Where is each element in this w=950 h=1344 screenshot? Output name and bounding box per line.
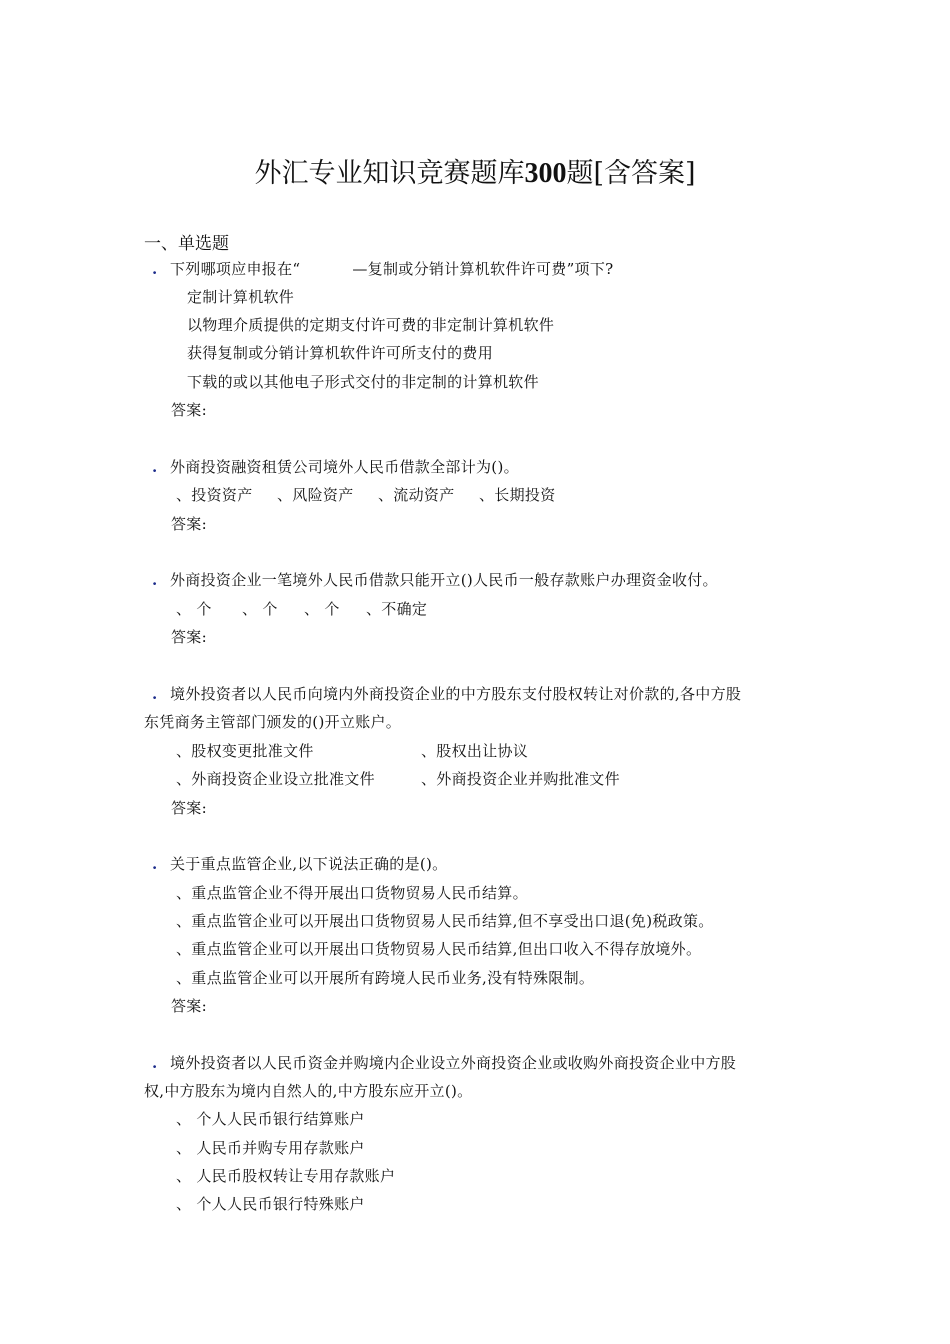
question-3-option: 、 个	[242, 600, 278, 618]
question-4-stem-cont: 东凭商务主管部门颁发的()开立账户。	[144, 713, 402, 731]
question-1-option: 定制计算机软件	[187, 288, 295, 306]
question-3-option: 、 个	[176, 600, 212, 618]
title-text: 外汇专业知识竞赛题库	[254, 158, 525, 189]
section-heading: 一、单选题	[144, 234, 229, 254]
question-5-option: 、重点监管企业可以开展所有跨境人民币业务,没有特殊限制。	[176, 969, 595, 987]
question-6-option: 、 人民币股权转让专用存款账户	[176, 1167, 396, 1185]
answer-label: 答案:	[171, 628, 207, 646]
question-1-option: 获得复制或分销计算机软件许可所支付的费用	[187, 344, 494, 362]
question-4-option: 、外商投资企业并购批准文件	[421, 770, 620, 788]
question-4-option: 、股权变更批准文件	[176, 742, 314, 760]
question-2-option: 、投资资产	[176, 486, 253, 504]
question-6-option: 、 个人人民币银行结算账户	[176, 1110, 365, 1128]
question-marker: .	[152, 855, 158, 873]
question-6-option: 、 人民币并购专用存款账户	[176, 1139, 365, 1157]
question-5-option: 、重点监管企业可以开展出口货物贸易人民币结算,但不享受出口退(免)税政策。	[176, 912, 714, 930]
question-1-option: 以物理介质提供的定期支付许可费的非定制计算机软件	[187, 316, 555, 334]
title-tail: 题[含答案]	[566, 158, 696, 189]
question-2-option: 、长期投资	[479, 486, 556, 504]
question-1-option: 下载的或以其他电子形式交付的非定制的计算机软件	[187, 373, 539, 391]
question-4-stem: . 境外投资者以人民币向境内外商投资企业的中方股东支付股权转让对价款的,各中方股	[152, 685, 742, 703]
question-marker: .	[152, 1054, 158, 1072]
question-5-option: 、重点监管企业不得开展出口货物贸易人民币结算。	[176, 884, 528, 902]
answer-label: 答案:	[171, 401, 207, 419]
question-3-option: 、 个	[304, 600, 340, 618]
question-3-stem: . 外商投资企业一笔境外人民币借款只能开立()人民币一般存款账户办理资金收付。	[152, 571, 718, 589]
question-marker: .	[152, 260, 158, 278]
question-marker: .	[152, 685, 158, 703]
page-title	[0, 154, 950, 194]
answer-label: 答案:	[171, 799, 207, 817]
question-2-stem: . 外商投资融资租赁公司境外人民币借款全部计为()。	[152, 458, 519, 476]
question-6-stem: . 境外投资者以人民币资金并购境内企业设立外商投资企业或收购外商投资企业中方股	[152, 1054, 737, 1072]
question-marker: .	[152, 571, 158, 589]
question-marker: .	[152, 458, 158, 476]
question-6-option: 、 个人人民币银行特殊账户	[176, 1195, 365, 1213]
question-2-option: 、流动资产	[378, 486, 455, 504]
question-3-option: 、不确定	[366, 600, 428, 618]
question-5-option: 、重点监管企业可以开展出口货物贸易人民币结算,但出口收入不得存放境外。	[176, 940, 702, 958]
question-6-stem-cont: 权,中方股东为境内自然人的,中方股东应开立()。	[144, 1082, 473, 1100]
answer-label: 答案:	[171, 997, 207, 1015]
question-1-stem: . 下列哪项应申报在“ —复制或分销计算机软件许可费”项下?	[152, 260, 614, 278]
question-4-option: 、股权出让协议	[421, 742, 529, 760]
question-2-option: 、风险资产	[277, 486, 354, 504]
title-number: 300	[524, 158, 567, 189]
question-5-stem: . 关于重点监管企业,以下说法正确的是()。	[152, 855, 448, 873]
question-4-option: 、外商投资企业设立批准文件	[176, 770, 375, 788]
answer-label: 答案:	[171, 515, 207, 533]
